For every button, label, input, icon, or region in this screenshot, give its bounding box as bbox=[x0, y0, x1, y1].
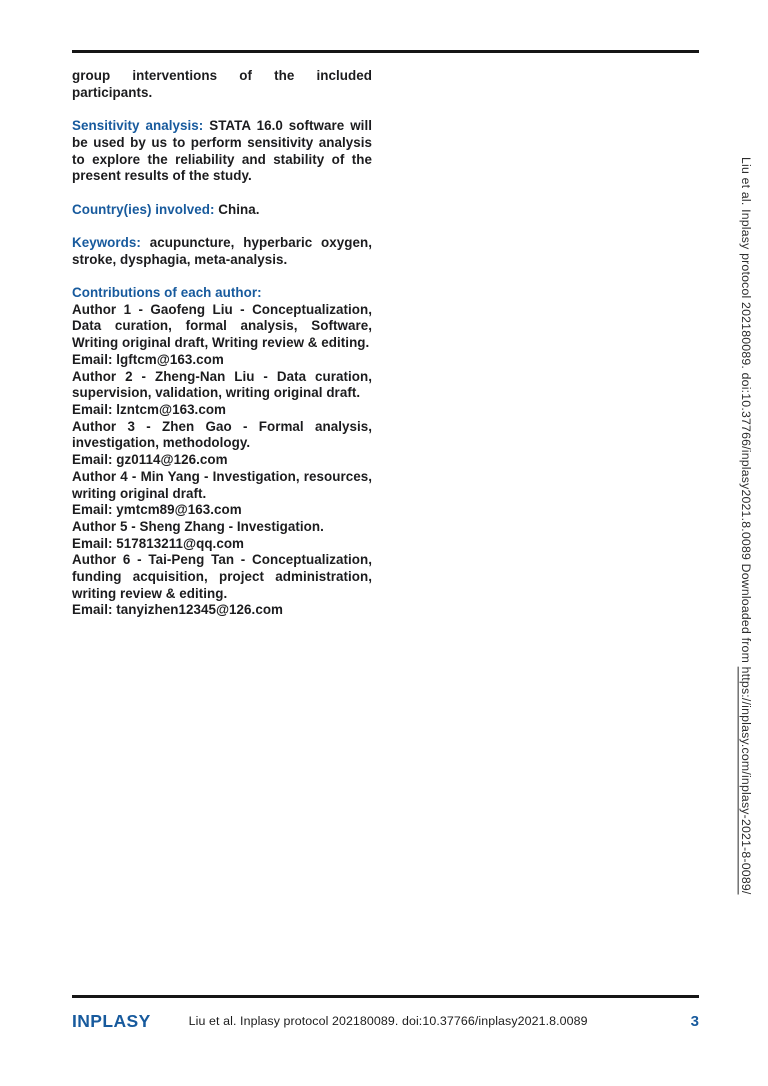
keywords-text: acupuncture, hyperbaric oxygen, stroke, dysphagia, meta-analysis. bbox=[72, 234, 372, 267]
author-entry bbox=[72, 302, 372, 369]
footer bbox=[72, 1007, 699, 1035]
vertical-citation-prefix: Liu et al. Inplasy protocol 202180089. doi:10.37766/inplasy2021.8.0089 Downloaded from bbox=[739, 157, 753, 667]
footer-citation: Liu et al. Inplasy protocol 202180089. doi:10.37766/inplasy2021.8.0089 bbox=[188, 1014, 588, 1028]
vertical-citation-link[interactable]: https://inplasy.com/inplasy-2021-8-0089/ bbox=[739, 666, 753, 895]
author-entry bbox=[72, 469, 372, 519]
author-entry bbox=[72, 519, 372, 552]
country-text: China. bbox=[218, 201, 260, 217]
author-email: Email: tanyizhen12345@126.com bbox=[72, 602, 283, 618]
bottom-rule bbox=[72, 995, 699, 998]
author-entry bbox=[72, 419, 372, 469]
author-entry bbox=[72, 369, 372, 419]
continuation-text: group interventions of the included participants. bbox=[72, 68, 372, 100]
contributions-section bbox=[72, 285, 372, 619]
page-number: 3 bbox=[690, 1012, 699, 1030]
keywords-paragraph bbox=[72, 235, 372, 268]
author-contribution: Author 3 - Zhen Gao - Formal analysis, investigation, methodology. bbox=[72, 418, 372, 451]
author-contribution: Author 1 - Gaofeng Liu - Conceptualization, Data curation, formal analysis, Software, Writing original draft, Writing review & editing. bbox=[72, 301, 372, 351]
body-text-column bbox=[72, 68, 372, 619]
inplasy-logo: INPLASY bbox=[72, 1010, 151, 1031]
keywords-label: Keywords: bbox=[72, 234, 141, 250]
sensitivity-analysis-label: Sensitivity analysis: bbox=[72, 118, 204, 134]
author-entry bbox=[72, 552, 372, 619]
continuation-paragraph bbox=[72, 68, 372, 101]
author-contribution: Author 6 - Tai-Peng Tan - Conceptualization, funding acquisition, project administration, writing review & editing. bbox=[72, 552, 372, 601]
top-rule bbox=[72, 50, 699, 53]
author-email: Email: lzntcm@163.com bbox=[72, 402, 227, 417]
country-label: Country(ies) involved: bbox=[72, 201, 215, 217]
sensitivity-analysis-paragraph bbox=[72, 118, 372, 185]
sensitivity-analysis-text: STATA 16.0 software will be used by us to perform sensitivity analysis to explore the reliability and stability of the present results of the study. bbox=[72, 118, 372, 184]
author-email: Email: 517813211@qq.com bbox=[72, 535, 245, 551]
author-contribution: Author 4 - Min Yang - Investigation, resources, writing original draft. bbox=[72, 468, 372, 501]
author-email: Email: lgftcm@163.com bbox=[72, 351, 224, 367]
vertical-citation-text bbox=[738, 157, 753, 895]
country-paragraph bbox=[72, 202, 372, 219]
author-contribution: Author 5 - Sheng Zhang - Investigation. bbox=[72, 518, 324, 534]
author-email: Email: gz0114@126.com bbox=[72, 452, 228, 468]
author-contribution: Author 2 - Zheng-Nan Liu - Data curation, supervision, validation, writing original draft. bbox=[72, 368, 372, 401]
contributions-heading: Contributions of each author: bbox=[72, 285, 262, 301]
author-email: Email: ymtcm89@163.com bbox=[72, 502, 242, 518]
